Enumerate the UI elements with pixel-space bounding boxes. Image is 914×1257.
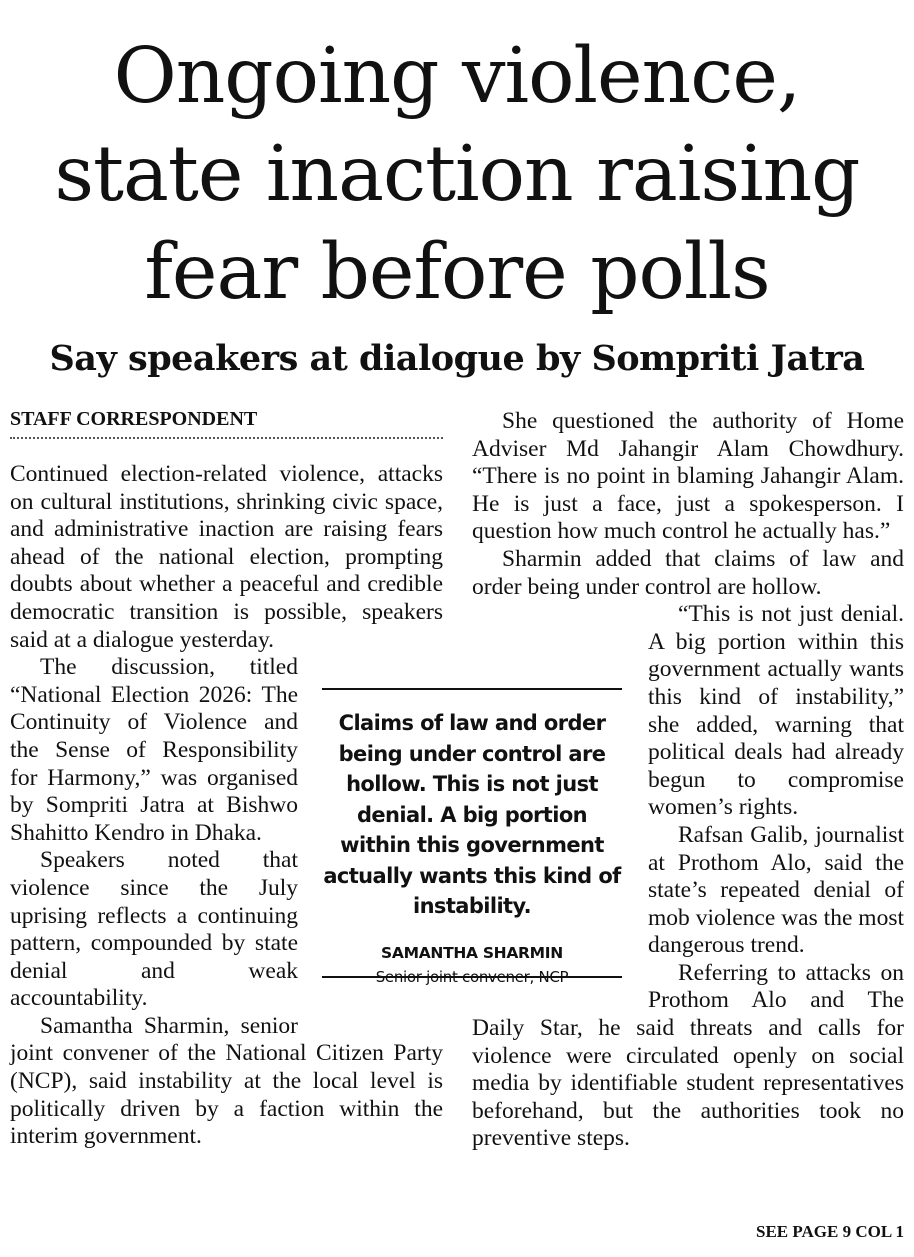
article-paragraph: Referring to attacks on Prothom Alo and The Daily Star, he said threats and calls for violence were circulated openly on social media by identifiable student representatives beforehand, but the authorities took no preventive steps. [472,959,904,1152]
article-paragraph: Samantha Sharmin, senior joint convener of the National Citizen Party (NCP), said instability at the local level is politically driven by a faction within the interim government. [10,1012,443,1150]
byline: STAFF CORRESPONDENT [10,408,443,439]
pull-quote [322,688,622,986]
article-paragraph: She questioned the authority of Home Adviser Md Jahangir Alam Chowdhury. “There is no point in blaming Jahangir Alam. He is just a face, just a spokesperson. I question how much control he actually has.” [472,408,904,545]
headline-line-3: fear before polls [144,228,770,317]
article-paragraph: The discussion, titled “National Election 2026: The Continuity of Violence and the Sense of Responsibility for Harmony,” was organised by Sompriti Jatra at Bishwo Shahitto Kendro in Dhaka. [10,654,298,846]
article-paragraph: “This is not just denial. A big portion within this government actually wants this kind of instability,” she added, warning that political deals had already begun to compromise women’s rights. [648,601,904,821]
headline-line-2: state inaction raising [54,130,860,219]
pull-quote-attribution-name: SAMANTHA SHARMIN [381,943,563,962]
subheadline: Say speakers at dialogue by Sompriti Jatra [49,338,865,379]
jump-line: SEE PAGE 9 COL 1 [756,1222,904,1241]
article-paragraph: Rafsan Galib, journalist at Prothom Alo, said the state’s repeated denial of mob violence was the most dangerous trend. [648,821,904,959]
article-paragraph: Speakers noted that violence since the July uprising reflects a continuing pattern, compounded by state denial and weak accountability. [10,847,298,1012]
headline [0,28,914,322]
pull-quote-attribution-title: Senior joint convener, NCP [375,967,569,986]
headline-line-1: Ongoing violence, [113,32,801,121]
article-paragraph: Sharmin added that claims of law and order being under control are hollow. [472,545,904,600]
pull-quote-text: Claims of law and order being under control are hollow. This is not just denial. A big portion within this government actually wants this kind of instability. [323,711,621,918]
article-paragraph: Continued election-related violence, attacks on cultural institutions, shrinking civic space, and administrative inaction are raising fears ahead of the national election, prompting doubts about whether a peaceful and credible democratic transition is possible, speakers said at a dialogue yesterday. [10,461,443,653]
